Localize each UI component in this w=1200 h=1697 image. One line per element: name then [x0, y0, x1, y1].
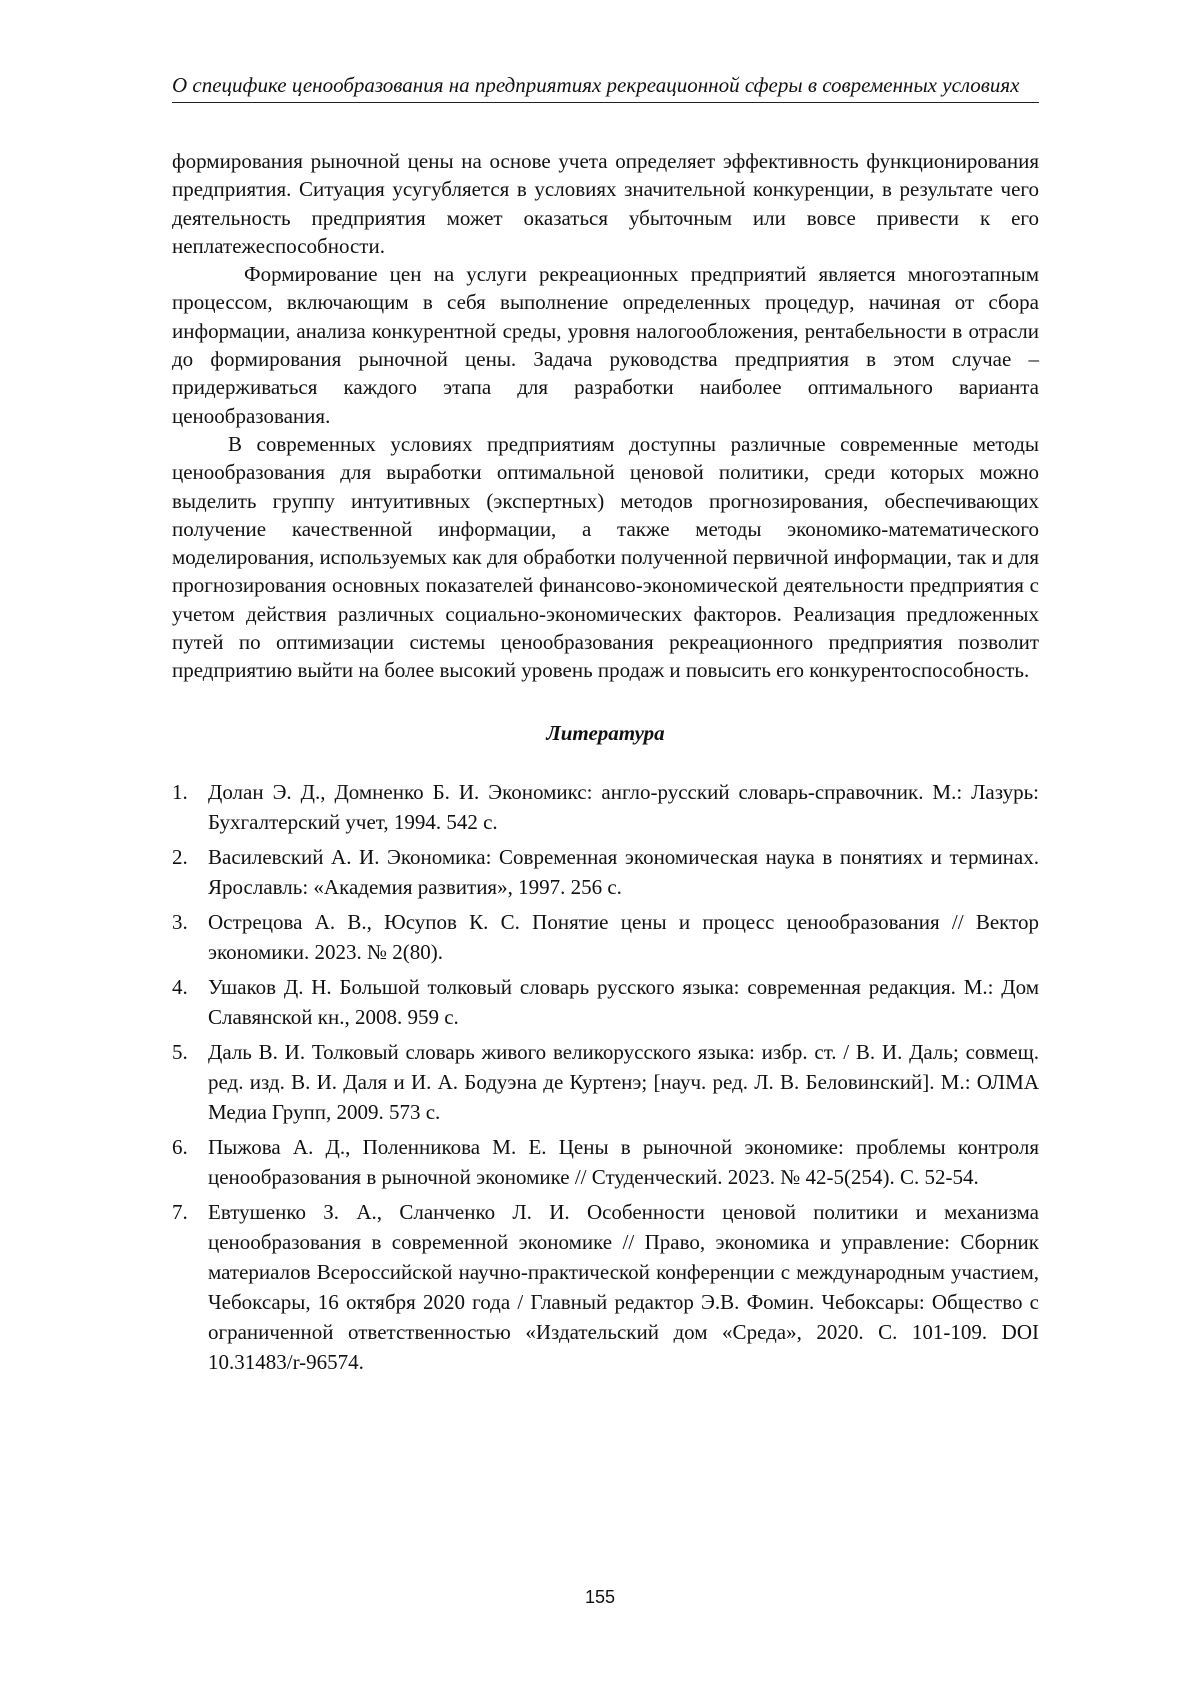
- paragraph: формирования рыночной цены на основе учета определяет эффективность функционирования предприятия. Ситуация усугубляется в условиях значительной конкуренции, в результате чего деятельность предприятия может оказаться убыточным или вовсе привести к его неплатежеспособности.: [172, 149, 1039, 258]
- paragraph: В современных условиях предприятиям доступны различные современные методы ценообразования для выработки оптимальной ценовой политики, среди которых можно выделить группу интуитивных (экспертных) методов прогнозирования, обеспечивающих получение качественной информации, а также методы экономико-математического моделирования, используемых как для обработки полученной первичной информации, так и для прогнозирования основных показателей финансово-экономической деятельности предприятия с учетом действия различных социально-экономических факторов. Реализация предложенных путей по оптимизации системы ценообразования рекреационного предприятия позволит предприятию выйти на более высокий уровень продаж и повысить его конкурентоспособность.: [172, 431, 1039, 683]
- reference-item: [172, 972, 1039, 1032]
- reference-text: Острецова А. В., Юсупов К. С. Понятие цены и процесс ценообразования // Вектор экономики. 2023. № 2(80).: [208, 909, 1039, 964]
- reference-item: [172, 1037, 1039, 1127]
- paragraph: Формирование цен на услуги рекреационных предприятий является многоэтапным процессом, включающим в себя выполнение определенных процедур, начиная от сбора информации, анализа конкурентной среды, уровня налогообложения, рентабельности в отрасли до формирования рыночной цены. Задача руководства предприятия в этом случае – придерживаться каждого этапа для разработки наиболее оптимального варианта ценообразования.: [172, 262, 1039, 428]
- reference-list: [172, 777, 1039, 1377]
- reference-text: Василевский А. И. Экономика: Современная экономическая наука в понятиях и терминах. Ярославль: «Академия развития», 1997. 256 с.: [208, 844, 1039, 899]
- reference-text: Евтушенко З. А., Сланченко Л. И. Особенности ценовой политики и механизма ценообразования в современной экономике // Право, экономика и управление: Сборник материалов Всероссийской научно-практической конференции с международным участием, Чебоксары, 16 октября 2020 года / Главный редактор Э.В. Фомин. Чебоксары: Общество с ограниченной ответственностью «Издательский дом «Среда», 2020. С. 101-109. DOI 10.31483/r-96574.: [208, 1199, 1039, 1374]
- reference-number: 7.: [172, 1199, 188, 1224]
- reference-number: 1.: [172, 779, 188, 804]
- reference-text: Даль В. И. Толковый словарь живого великорусского языка: избр. ст. / В. И. Даль; совмещ. ред. изд. В. И. Даля и И. А. Бодуэна де Куртенэ; [науч. ред. Л. В. Беловинский]. М.: ОЛМА Медиа Групп, 2009. 573 с.: [208, 1039, 1039, 1124]
- reference-number: 2.: [172, 844, 188, 869]
- reference-item: [172, 842, 1039, 902]
- reference-text: Пыжова А. Д., Поленникова М. Е. Цены в рыночной экономике: проблемы контроля ценообразования в рыночной экономике // Студенческий. 2023. № 42-5(254). С. 52-54.: [208, 1134, 1039, 1189]
- reference-text: Долан Э. Д., Домненко Б. И. Экономикс: англо-русский словарь-справочник. М.: Лазурь: Бухгалтерский учет, 1994. 542 с.: [208, 779, 1039, 834]
- reference-number: 5.: [172, 1039, 188, 1064]
- page-number: 155: [584, 1587, 616, 1607]
- reference-number: 4.: [172, 974, 188, 999]
- page-content: [172, 72, 1039, 1382]
- reference-item: [172, 907, 1039, 967]
- literature-heading: Литература: [546, 720, 665, 745]
- reference-item: [172, 777, 1039, 837]
- body-text: [172, 147, 1039, 685]
- reference-item: [172, 1132, 1039, 1192]
- reference-text: Ушаков Д. Н. Большой толковый словарь русского языка: современная редакция. М.: Дом Славянской кн., 2008. 959 с.: [208, 974, 1039, 1029]
- reference-number: 6.: [172, 1134, 188, 1159]
- reference-number: 3.: [172, 909, 188, 934]
- reference-item: [172, 1197, 1039, 1377]
- running-header: О специфике ценообразования на предприятиях рекреационной сферы в современных условиях: [172, 72, 1039, 103]
